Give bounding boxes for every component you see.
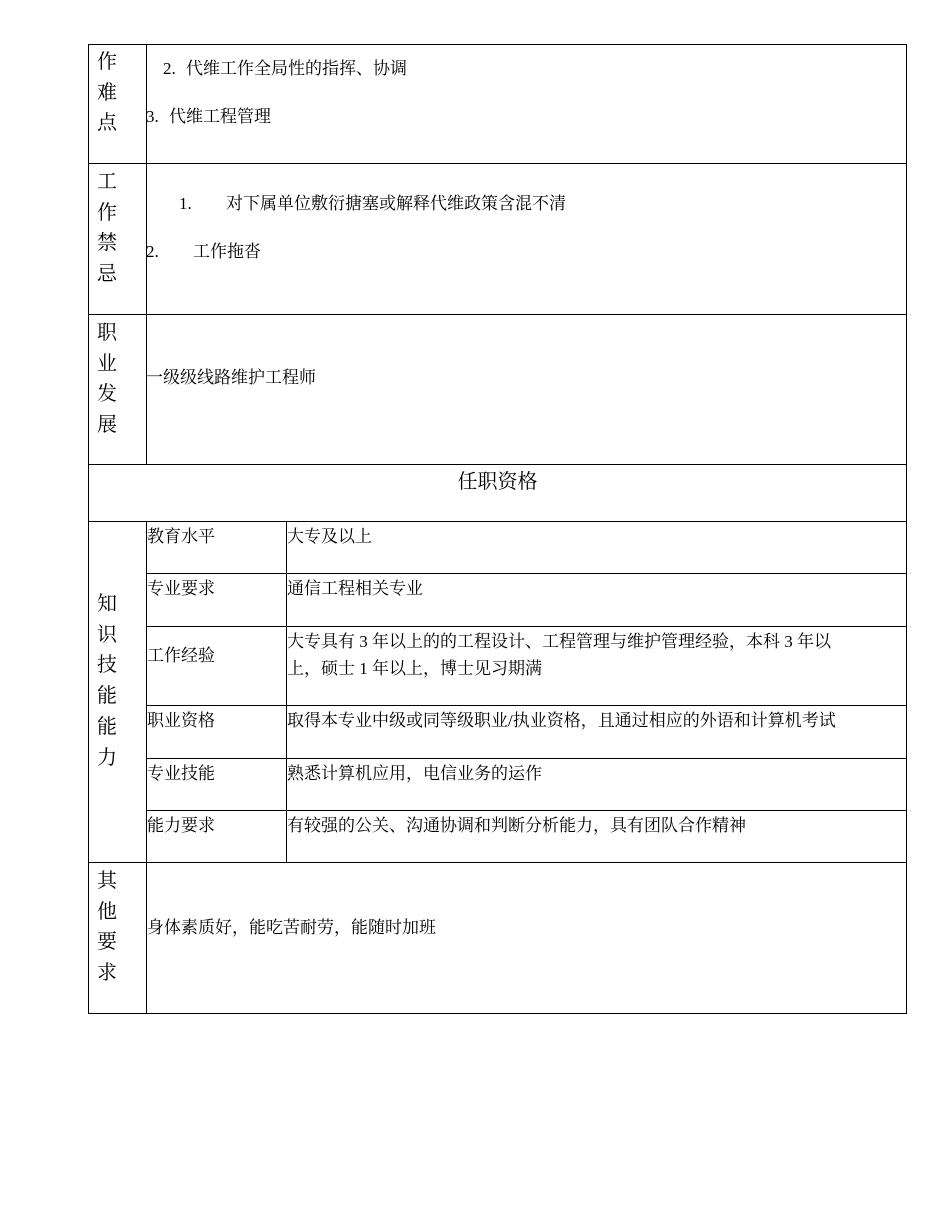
rule-left xyxy=(88,44,89,1014)
rule-after-title xyxy=(88,521,907,522)
qual-key-ability: 能力要求 xyxy=(147,816,215,835)
taboo-item-2-text: 工作拖沓 xyxy=(193,242,261,261)
qual-value-certification: 取得本专业中级或同等级职业/执业资格，且通过相应的外语和计算机考试 xyxy=(287,711,836,730)
qual-value-education: 大专及以上 xyxy=(287,527,372,546)
qual-value-experience-line-1: 大专具有 3 年以上的的工程设计、工程管理与维护管理经验，本科 3 年以 xyxy=(287,632,831,651)
qual-value-major: 通信工程相关专业 xyxy=(287,579,423,598)
qualifications-title: 任职资格 xyxy=(457,471,538,493)
rule-key-col xyxy=(286,521,287,863)
qual-key-education: 教育水平 xyxy=(147,527,215,546)
rule-qual-2 xyxy=(146,626,907,627)
difficulty-item-1-text: 代维工作全局性的指挥、协调 xyxy=(186,59,407,78)
difficulty-item-1-number: 2. xyxy=(163,59,176,78)
qual-key-certification: 职业资格 xyxy=(147,711,215,730)
rule-qual-5 xyxy=(146,810,907,811)
qual-value-ability: 有较强的公关、沟通协调和判断分析能力，具有团队合作精神 xyxy=(287,816,746,835)
rule-qual-1 xyxy=(146,573,907,574)
difficulty-item-2-text: 代维工程管理 xyxy=(169,107,271,126)
difficulty-label: 作难点 xyxy=(97,51,117,135)
qual-key-major: 专业要求 xyxy=(147,579,215,598)
career-text: 一级级线路维护工程师 xyxy=(146,368,316,387)
other-requirements-text: 身体素质好，能吃苦耐劳，能随时加班 xyxy=(147,918,436,937)
rule-right xyxy=(906,44,907,1014)
taboo-item-2-number: 2. xyxy=(146,242,159,261)
difficulty-item-2-number: 3. xyxy=(146,107,159,126)
taboo-label: 工作禁忌 xyxy=(97,171,117,286)
taboo-item-1-number: 1. xyxy=(179,194,192,213)
qualifications-group-label: 知识技能能力 xyxy=(97,593,117,769)
rule-qual-4 xyxy=(146,758,907,759)
rule-after-qual xyxy=(88,862,907,863)
rule-qual-3 xyxy=(146,705,907,706)
rule-after-difficulty xyxy=(88,163,907,164)
taboo-item-1-text: 对下属单位敷衍搪塞或解释代维政策含混不清 xyxy=(226,194,566,213)
rule-after-career xyxy=(88,464,907,465)
qual-key-experience: 工作经验 xyxy=(147,646,215,665)
other-requirements-label: 其他要求 xyxy=(97,870,117,985)
qual-value-experience-line-2: 上，硕士 1 年以上，博士见习期满 xyxy=(287,659,542,678)
difficulty-item-1 xyxy=(163,57,407,81)
qual-value-skills: 熟悉计算机应用，电信业务的运作 xyxy=(287,764,542,783)
rule-top xyxy=(88,44,907,45)
taboo-item-1 xyxy=(179,192,566,216)
career-label: 职业发展 xyxy=(97,322,117,437)
qual-key-skills: 专业技能 xyxy=(147,764,215,783)
rule-bottom xyxy=(88,1013,907,1014)
rule-after-taboo xyxy=(88,314,907,315)
difficulty-item-2 xyxy=(146,105,271,129)
taboo-item-2 xyxy=(146,240,261,264)
